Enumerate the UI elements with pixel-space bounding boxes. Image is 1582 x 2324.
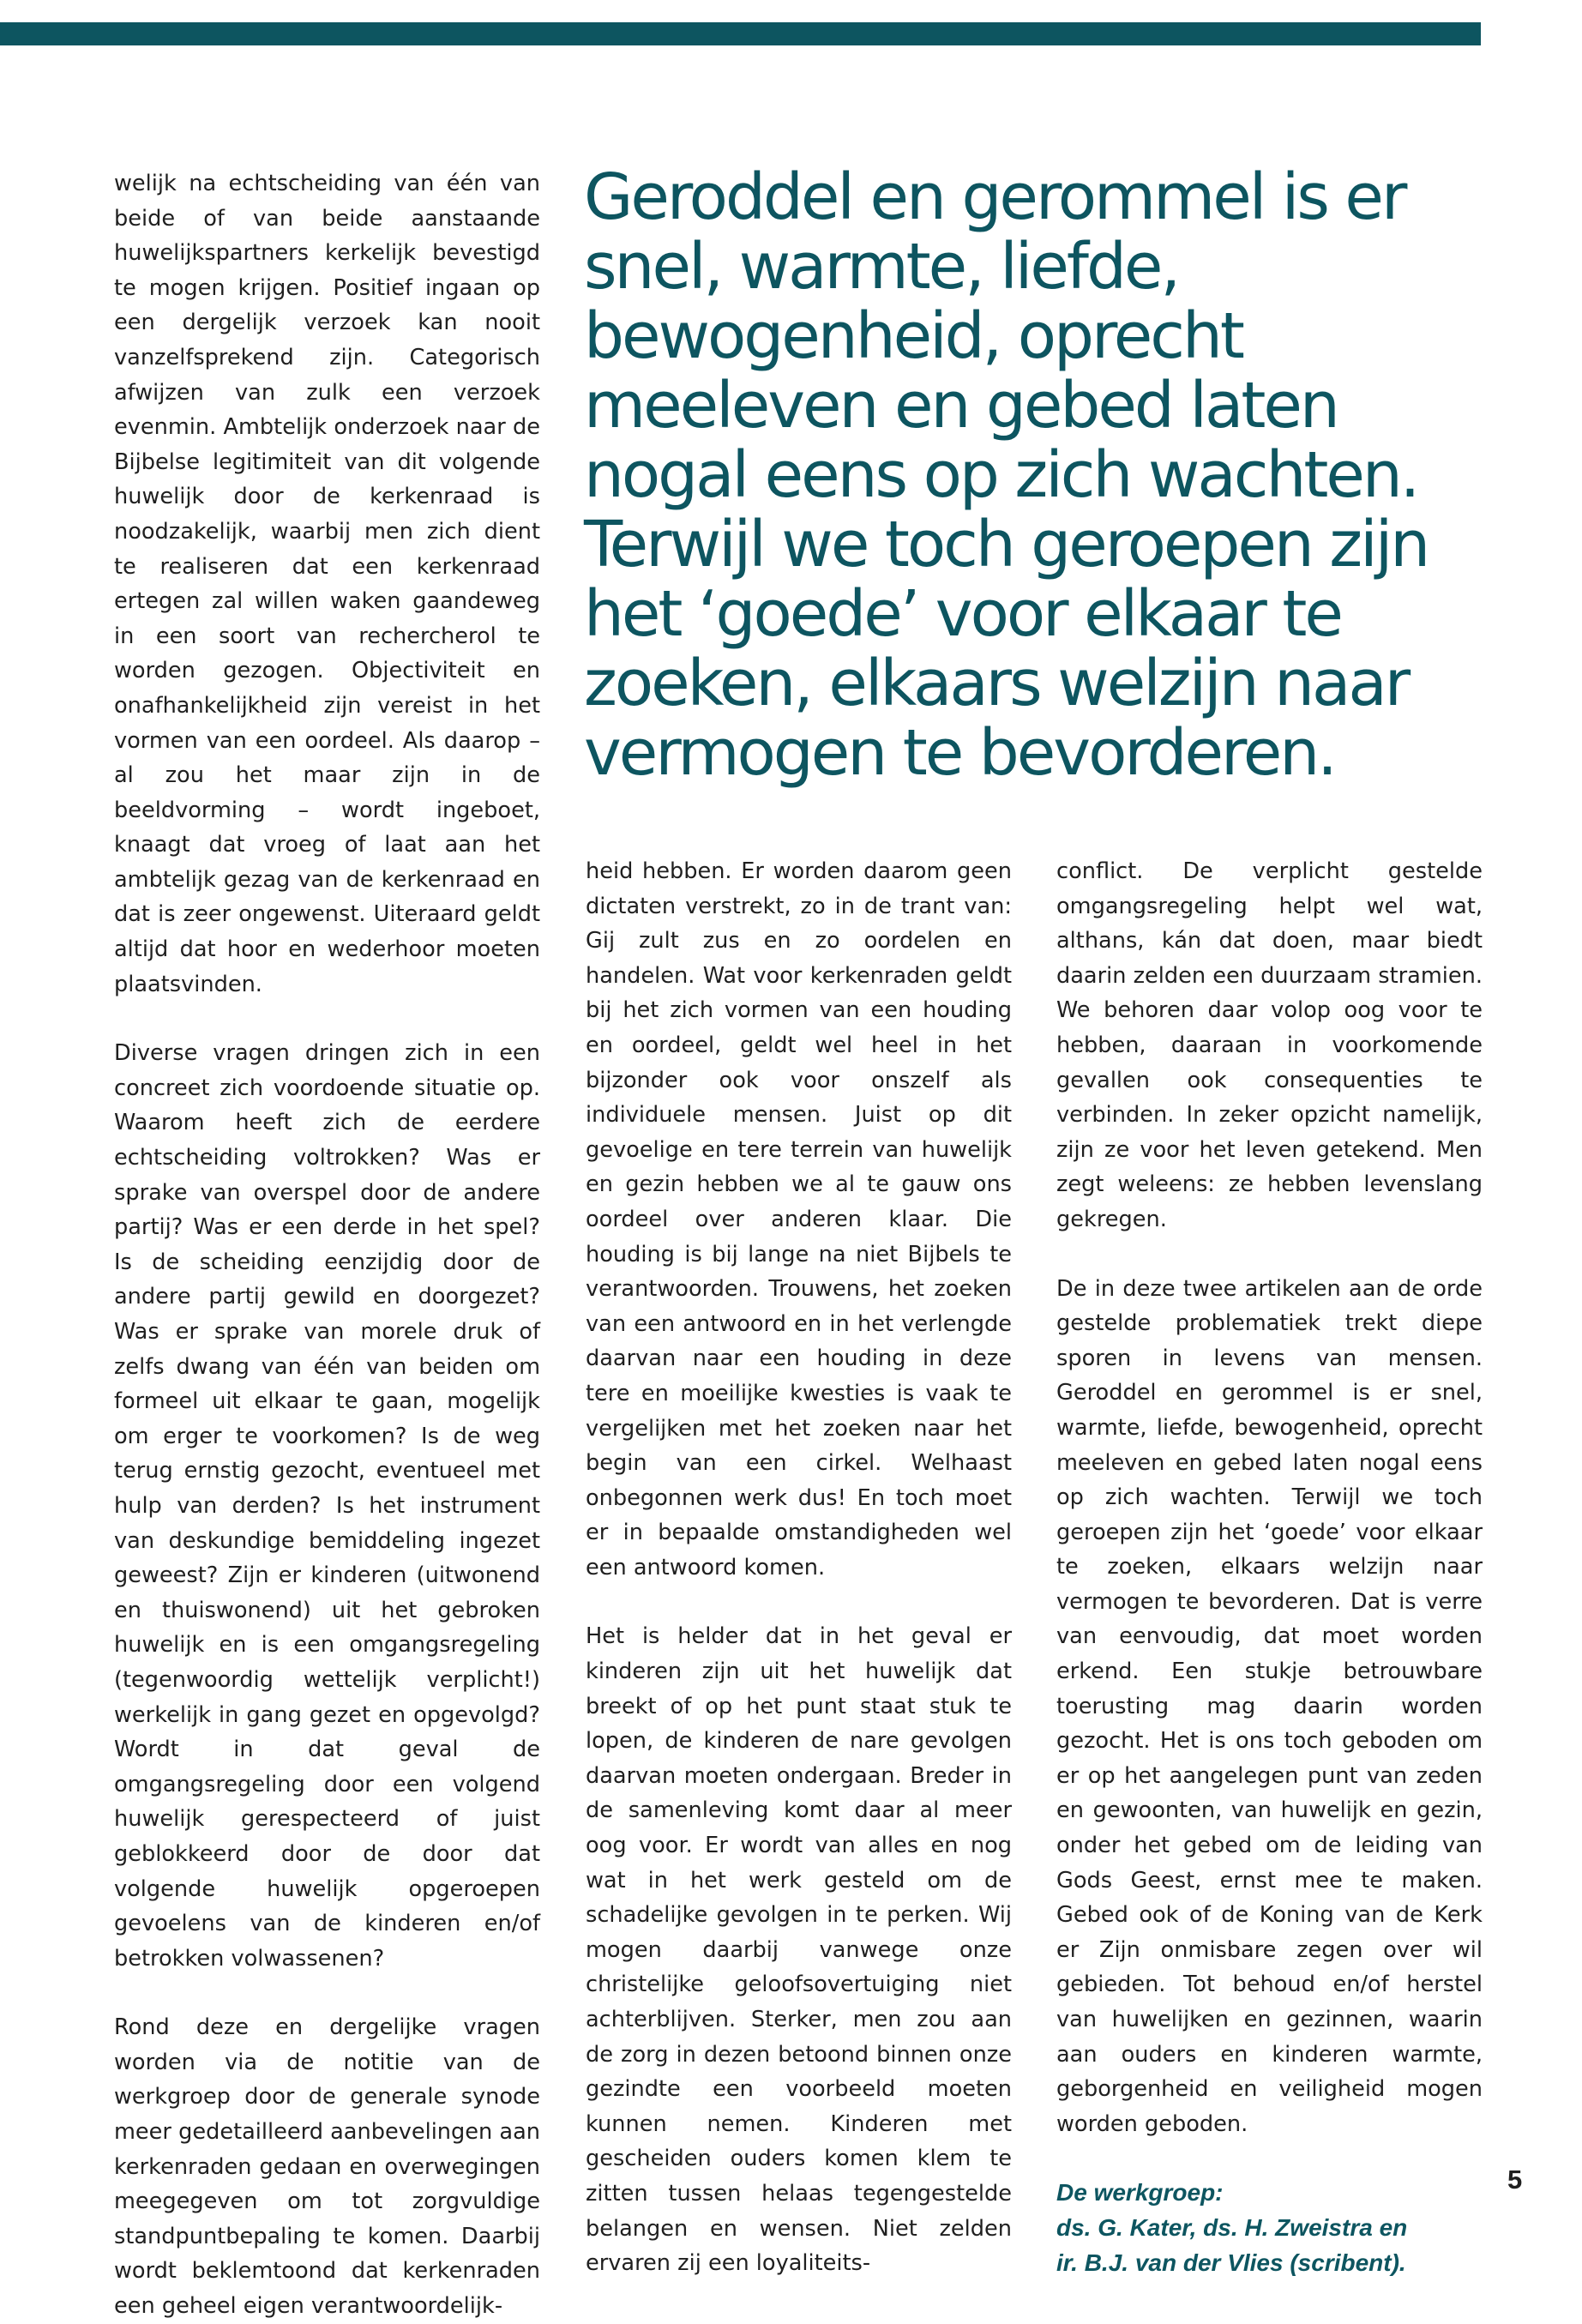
paragraph: welijk na echtscheiding van één van beide of van beide aanstaande huwelijkspartners kerkelijk bevestigd te mogen krijgen. Positief ingaan op een dergelijk verzoek kan nooit vanzelfsprekend zijn. Categorisch afwijzen van zulk een verzoek evenmin. Ambtelijk onderzoek naar de Bijbelse legitimiteit van dit volgende huwelijk door de kerkenraad is noodzakelijk, waarbij men zich dient te realiseren dat een kerkenraad ertegen zal willen waken gaandeweg in een soort van rechercherol te worden gezogen. Objectiviteit en onafhankelijkheid zijn vereist in het vormen van een oordeel. Als daarop – al zou het maar zijn in de beeldvorming – wordt ingeboet, knaagt dat vroeg of laat aan het ambtelijk gezag van de kerkenraad en dat is zeer ongewenst. Uiteraard geldt altijd dat hoor en wederhoor moeten plaatsvinden. (114, 171, 540, 997)
paragraph: heid hebben. Er worden daarom geen dictaten verstrekt, zo in de trant van: Gij zult zus en zo oordelen en handelen. Wat voor kerkenraden geldt bij het zich vormen van een houding en oordeel, geldt wel heel in het bijzonder ook voor onszelf als individuele mensen. Juist op dit gevoelige en tere terrein van huwelijk en gezin hebben we al te gauw ons oordeel over anderen klaar. Die houding is bij lange na niet Bijbels te verantwoorden. Trouwens, het zoeken van een antwoord en in het verlengde daarvan naar een houding in deze tere en moeilijke kwesties is vaak te vergelijken met het zoeken naar het begin van een cirkel. Welhaast onbegonnen werk dus! En toch moet er in bepaalde omstandigheden wel een antwoord komen. (586, 858, 1012, 1580)
signature-names: ds. G. Kater, ds. H. Zweistra en (1056, 2213, 1408, 2241)
paragraph: Diverse vragen dringen zich in een concreet zich voordoende situatie op. Waarom heeft zich de eerdere echtscheiding voltrokken? Was er sprake van overspel door de andere partij? Was er een derde in het spel? Is de scheiding eenzijdig door de andere partij gewild en doorgezet? Was er sprake van morele druk of zelfs dwang van één van beiden om formeel uit elkaar te gaan, mogelijk om erger te voorkomen? Is de weg terug ernstig gezocht, eventueel met hulp van derden? Is het instrument van deskundige bemiddeling ingezet geweest? Zijn er kinderen (uitwonend en thuiswonend) uit het gebroken huwelijk en is een omgangsregeling (tegenwoordig wettelijk verplicht!) werkelijk in gang gezet en opgevolgd? Wordt in dat geval de omgangsregeling door een volgend huwelijk gerespecteerd of juist geblokkeerd door de door dat volgende huwelijk opgeroepen gevoelens van de kinderen en/of betrokken volwassenen? (114, 1040, 540, 1972)
text-column-1 (114, 166, 540, 2324)
page-number: 5 (1507, 2164, 1523, 2195)
text-column-3 (1056, 854, 1483, 2280)
pull-quote: Geroddel en gerommel is er snel, warmte, liefde, bewogenheid, oprecht meeleven en gebed laten nogal eens op zich wachten. Terwijl we toch geroepen zijn het ‘goede’ voor elkaar te zoeken, elkaars welzijn naar vermogen te bevorderen. (584, 160, 1429, 790)
paragraph: conflict. De verplicht gestelde omgangsregeling helpt wel wat, althans, kán dat doen, maar biedt daarin zelden een duurzaam stramien. We behoren daar volop oog voor te hebben, daaraan in voorkomende gevallen ook consequenties te verbinden. In zeker opzicht namelijk, zijn ze voor het leven getekend. Men zegt weleens: ze hebben levenslang gekregen. (1056, 858, 1483, 1232)
text-column-2 (586, 854, 1012, 2281)
signature-heading: De werkgroep: (1056, 2179, 1224, 2207)
paragraph: De in deze twee artikelen aan de orde gestelde problematiek trekt diepe sporen in levens van mensen. Geroddel en gerommel is er snel, warmte, liefde, bewogenheid, oprecht meeleven en gebed laten nogal eens op zich wachten. Terwijl we toch geroepen zijn het ‘goede’ voor elkaar te zoeken, elkaars welzijn naar vermogen te bevorderen. Dat is verre van eenvoudig, dat moet worden erkend. Een stukje betrouwbare toerusting mag daarin worden gezocht. Het is ons toch geboden om er op het aangelegen punt van zeden en gewoonten, van huwelijk en gezin, onder het gebed om de leiding van Gods Geest, ernst mee te maken. Gebed ook of de Koning van de Kerk er Zijn onmisbare zegen over wil gebieden. Tot behoud en/of herstel van huwelijken en gezinnen, waarin aan ouders en kinderen warmte, geborgenheid en veiligheid mogen worden geboden. (1056, 1275, 1483, 2137)
paragraph: Rond deze en dergelijke vragen worden via de notitie van de werkgroep door de generale synode meer gedetailleerd aanbevelingen aan kerkenraden gedaan en overwegingen meegegeven om tot zorgvuldige standpuntbepaling te komen. Daarbij wordt beklemtoond dat kerkenraden een geheel eigen verantwoordelijk- (114, 2014, 540, 2320)
signature-names: ir. B.J. van der Vlies (scribent). (1056, 2249, 1406, 2276)
author-signature (1056, 2176, 1483, 2280)
paragraph: Het is helder dat in het geval er kinderen zijn uit het huwelijk dat breekt of op het punt staat stuk te lopen, de kinderen de nare gevolgen daarvan moeten ondergaan. Breder in de samenleving komt daar al meer oog voor. Er wordt van alles en nog wat in het werk gesteld om de schadelijke gevolgen in te perken. Wij mogen daarbij vanwege onze christelijke geloofsovertuiging niet achterblijven. Sterker, men zou aan de zorg in dezen betoond binnen onze gezindte een voorbeeld moeten kunnen nemen. Kinderen met gescheiden ouders komen klem te zitten tussen helaas tegengestelde belangen en wensen. Niet zelden ervaren zij een loyaliteits- (586, 1623, 1012, 2277)
header-rule (0, 22, 1481, 45)
